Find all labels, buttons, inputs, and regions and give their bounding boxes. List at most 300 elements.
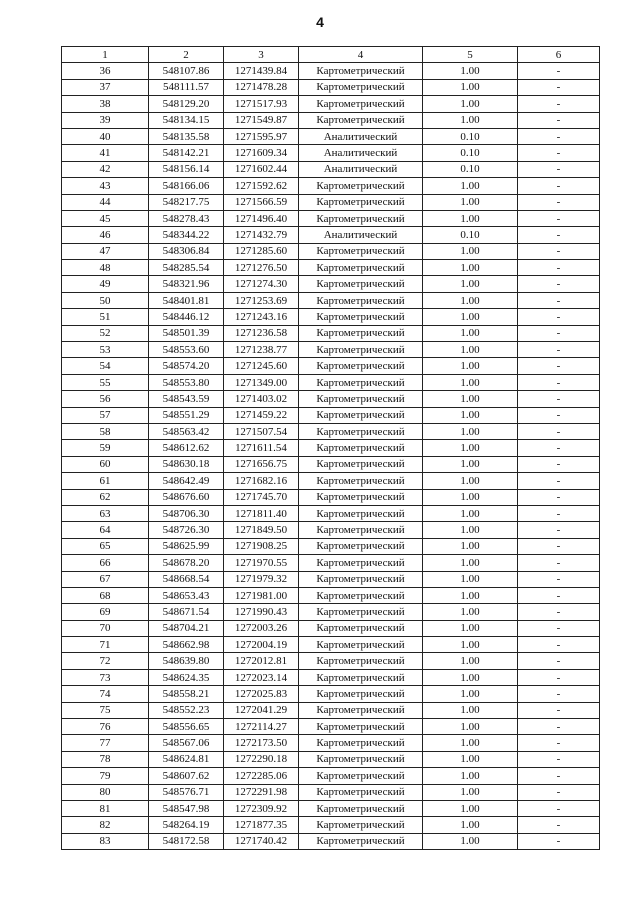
cell-y: 1271877.35: [224, 817, 299, 833]
cell-x: 548624.81: [149, 751, 224, 767]
table-row: [62, 784, 600, 800]
cell-point-number: 42: [62, 161, 149, 177]
cell-description: -: [518, 112, 600, 128]
table-row: [62, 587, 600, 603]
cell-point-number: 68: [62, 587, 149, 603]
cell-y: 1271253.69: [224, 292, 299, 308]
cell-y: 1271507.54: [224, 423, 299, 439]
header-cell-y: 3: [224, 47, 299, 63]
cell-x: 548107.86: [149, 63, 224, 79]
cell-point-number: 40: [62, 128, 149, 144]
cell-y: 1271549.87: [224, 112, 299, 128]
cell-method: Картометрический: [299, 309, 423, 325]
cell-method: Картометрический: [299, 751, 423, 767]
cell-description: -: [518, 669, 600, 685]
cell-description: -: [518, 817, 600, 833]
cell-method: Картометрический: [299, 800, 423, 816]
cell-x: 548671.54: [149, 604, 224, 620]
cell-y: 1271592.62: [224, 178, 299, 194]
cell-method: Картометрический: [299, 374, 423, 390]
cell-y: 1271245.60: [224, 358, 299, 374]
cell-accuracy: 1.00: [423, 194, 518, 210]
cell-y: 1272173.50: [224, 735, 299, 751]
table-row: [62, 63, 600, 79]
cell-description: -: [518, 178, 600, 194]
cell-description: -: [518, 604, 600, 620]
cell-method: Картометрический: [299, 210, 423, 226]
cell-point-number: 78: [62, 751, 149, 767]
cell-description: -: [518, 522, 600, 538]
cell-point-number: 43: [62, 178, 149, 194]
cell-y: 1271656.75: [224, 456, 299, 472]
cell-y: 1271274.30: [224, 276, 299, 292]
cell-y: 1271496.40: [224, 210, 299, 226]
cell-description: -: [518, 292, 600, 308]
table-row: [62, 194, 600, 210]
cell-y: 1271432.79: [224, 227, 299, 243]
table-row: [62, 669, 600, 685]
cell-accuracy: 0.10: [423, 227, 518, 243]
cell-description: -: [518, 79, 600, 95]
cell-point-number: 52: [62, 325, 149, 341]
cell-description: -: [518, 194, 600, 210]
table-row: [62, 719, 600, 735]
cell-accuracy: 0.10: [423, 161, 518, 177]
cell-method: Аналитический: [299, 128, 423, 144]
cell-accuracy: 1.00: [423, 407, 518, 423]
cell-y: 1271602.44: [224, 161, 299, 177]
cell-accuracy: 1.00: [423, 489, 518, 505]
cell-method: Картометрический: [299, 817, 423, 833]
table-row: [62, 342, 600, 358]
cell-x: 548704.21: [149, 620, 224, 636]
table-row: [62, 702, 600, 718]
cell-description: -: [518, 145, 600, 161]
cell-point-number: 69: [62, 604, 149, 620]
cell-y: 1271285.60: [224, 243, 299, 259]
cell-description: -: [518, 96, 600, 112]
cell-description: -: [518, 276, 600, 292]
table-row: [62, 325, 600, 341]
cell-description: -: [518, 653, 600, 669]
cell-x: 548264.19: [149, 817, 224, 833]
cell-point-number: 45: [62, 210, 149, 226]
cell-point-number: 71: [62, 637, 149, 653]
cell-accuracy: 1.00: [423, 210, 518, 226]
table-row: [62, 161, 600, 177]
cell-description: -: [518, 833, 600, 849]
table-row: [62, 571, 600, 587]
cell-point-number: 58: [62, 423, 149, 439]
cell-accuracy: 1.00: [423, 276, 518, 292]
cell-accuracy: 1.00: [423, 456, 518, 472]
cell-accuracy: 1.00: [423, 669, 518, 685]
header-cell-accuracy: 5: [423, 47, 518, 63]
cell-description: -: [518, 719, 600, 735]
cell-y: 1272290.18: [224, 751, 299, 767]
cell-x: 548285.54: [149, 260, 224, 276]
cell-point-number: 72: [62, 653, 149, 669]
cell-accuracy: 1.00: [423, 63, 518, 79]
table-row: [62, 637, 600, 653]
cell-x: 548612.62: [149, 440, 224, 456]
cell-x: 548630.18: [149, 456, 224, 472]
cell-method: Картометрический: [299, 456, 423, 472]
table-row: [62, 374, 600, 390]
cell-description: -: [518, 620, 600, 636]
cell-point-number: 49: [62, 276, 149, 292]
table-row: [62, 112, 600, 128]
cell-accuracy: 1.00: [423, 423, 518, 439]
cell-accuracy: 1.00: [423, 637, 518, 653]
cell-y: 1271243.16: [224, 309, 299, 325]
cell-method: Картометрический: [299, 653, 423, 669]
cell-description: -: [518, 161, 600, 177]
cell-point-number: 56: [62, 391, 149, 407]
cell-y: 1271276.50: [224, 260, 299, 276]
cell-x: 548551.29: [149, 407, 224, 423]
cell-accuracy: 1.00: [423, 358, 518, 374]
cell-y: 1272291.98: [224, 784, 299, 800]
cell-description: -: [518, 456, 600, 472]
cell-method: Картометрический: [299, 538, 423, 554]
cell-method: Картометрический: [299, 276, 423, 292]
cell-accuracy: 1.00: [423, 178, 518, 194]
table-row: [62, 686, 600, 702]
cell-point-number: 36: [62, 63, 149, 79]
cell-description: -: [518, 784, 600, 800]
cell-method: Картометрический: [299, 669, 423, 685]
cell-x: 548306.84: [149, 243, 224, 259]
table-row: [62, 423, 600, 439]
cell-accuracy: 1.00: [423, 79, 518, 95]
cell-x: 548543.59: [149, 391, 224, 407]
cell-point-number: 37: [62, 79, 149, 95]
cell-x: 548574.20: [149, 358, 224, 374]
cell-method: Картометрический: [299, 194, 423, 210]
cell-y: 1272309.92: [224, 800, 299, 816]
table-row: [62, 227, 600, 243]
cell-description: -: [518, 243, 600, 259]
cell-accuracy: 1.00: [423, 96, 518, 112]
cell-description: -: [518, 440, 600, 456]
cell-point-number: 64: [62, 522, 149, 538]
cell-point-number: 83: [62, 833, 149, 849]
cell-point-number: 76: [62, 719, 149, 735]
cell-accuracy: 1.00: [423, 620, 518, 636]
cell-accuracy: 1.00: [423, 751, 518, 767]
cell-method: Аналитический: [299, 145, 423, 161]
cell-method: Картометрический: [299, 440, 423, 456]
cell-accuracy: 1.00: [423, 702, 518, 718]
cell-x: 548639.80: [149, 653, 224, 669]
cell-y: 1271403.02: [224, 391, 299, 407]
cell-point-number: 51: [62, 309, 149, 325]
cell-accuracy: 1.00: [423, 440, 518, 456]
cell-x: 548678.20: [149, 555, 224, 571]
cell-point-number: 80: [62, 784, 149, 800]
header-cell-description: 6: [518, 47, 600, 63]
header-cell-x: 2: [149, 47, 224, 63]
cell-method: Картометрический: [299, 735, 423, 751]
cell-x: 548344.22: [149, 227, 224, 243]
cell-x: 548625.99: [149, 538, 224, 554]
cell-method: Картометрический: [299, 784, 423, 800]
cell-accuracy: 0.10: [423, 145, 518, 161]
cell-point-number: 66: [62, 555, 149, 571]
cell-description: -: [518, 686, 600, 702]
cell-point-number: 54: [62, 358, 149, 374]
cell-point-number: 73: [62, 669, 149, 685]
page-number: 4: [316, 14, 324, 30]
table-row: [62, 79, 600, 95]
cell-description: -: [518, 227, 600, 243]
table-header: [62, 47, 600, 63]
cell-accuracy: 1.00: [423, 522, 518, 538]
cell-method: Картометрический: [299, 489, 423, 505]
table-row: [62, 620, 600, 636]
cell-description: -: [518, 325, 600, 341]
cell-point-number: 79: [62, 768, 149, 784]
cell-x: 548553.60: [149, 342, 224, 358]
table-row: [62, 800, 600, 816]
cell-accuracy: 1.00: [423, 604, 518, 620]
cell-y: 1271970.55: [224, 555, 299, 571]
cell-description: -: [518, 128, 600, 144]
coordinates-table: [61, 46, 600, 850]
cell-accuracy: 1.00: [423, 538, 518, 554]
cell-description: -: [518, 735, 600, 751]
cell-point-number: 48: [62, 260, 149, 276]
table-row: [62, 768, 600, 784]
cell-description: -: [518, 555, 600, 571]
cell-accuracy: 1.00: [423, 571, 518, 587]
cell-y: 1272041.29: [224, 702, 299, 718]
cell-point-number: 77: [62, 735, 149, 751]
cell-accuracy: 1.00: [423, 391, 518, 407]
table-row: [62, 751, 600, 767]
cell-y: 1271238.77: [224, 342, 299, 358]
table-row: [62, 653, 600, 669]
table-row: [62, 292, 600, 308]
cell-accuracy: 1.00: [423, 735, 518, 751]
cell-point-number: 75: [62, 702, 149, 718]
cell-x: 548142.21: [149, 145, 224, 161]
cell-point-number: 55: [62, 374, 149, 390]
cell-accuracy: 1.00: [423, 833, 518, 849]
cell-point-number: 70: [62, 620, 149, 636]
cell-description: -: [518, 342, 600, 358]
cell-accuracy: 1.00: [423, 112, 518, 128]
cell-x: 548278.43: [149, 210, 224, 226]
cell-x: 548563.42: [149, 423, 224, 439]
table-row: [62, 260, 600, 276]
cell-y: 1271745.70: [224, 489, 299, 505]
cell-method: Картометрический: [299, 260, 423, 276]
table-row: [62, 358, 600, 374]
cell-method: Картометрический: [299, 325, 423, 341]
cell-accuracy: 1.00: [423, 374, 518, 390]
cell-description: -: [518, 473, 600, 489]
cell-x: 548726.30: [149, 522, 224, 538]
table-row: [62, 505, 600, 521]
cell-point-number: 59: [62, 440, 149, 456]
cell-method: Картометрический: [299, 79, 423, 95]
cell-point-number: 60: [62, 456, 149, 472]
cell-x: 548446.12: [149, 309, 224, 325]
cell-x: 548553.80: [149, 374, 224, 390]
cell-method: Картометрический: [299, 702, 423, 718]
cell-accuracy: 1.00: [423, 800, 518, 816]
cell-x: 548706.30: [149, 505, 224, 521]
cell-accuracy: 1.00: [423, 768, 518, 784]
cell-accuracy: 1.00: [423, 292, 518, 308]
cell-y: 1271349.00: [224, 374, 299, 390]
cell-x: 548567.06: [149, 735, 224, 751]
cell-method: Аналитический: [299, 227, 423, 243]
cell-description: -: [518, 374, 600, 390]
cell-point-number: 53: [62, 342, 149, 358]
table-row: [62, 96, 600, 112]
cell-description: -: [518, 63, 600, 79]
cell-y: 1272023.14: [224, 669, 299, 685]
cell-x: 548217.75: [149, 194, 224, 210]
cell-point-number: 63: [62, 505, 149, 521]
cell-point-number: 74: [62, 686, 149, 702]
cell-method: Аналитический: [299, 161, 423, 177]
table-row: [62, 309, 600, 325]
cell-method: Картометрический: [299, 833, 423, 849]
cell-method: Картометрический: [299, 112, 423, 128]
table-row: [62, 473, 600, 489]
cell-description: -: [518, 571, 600, 587]
cell-accuracy: 1.00: [423, 784, 518, 800]
table-row: [62, 456, 600, 472]
cell-x: 548129.20: [149, 96, 224, 112]
table-row: [62, 833, 600, 849]
table-row: [62, 210, 600, 226]
cell-x: 548558.21: [149, 686, 224, 702]
table-row: [62, 276, 600, 292]
cell-x: 548668.54: [149, 571, 224, 587]
cell-y: 1272003.26: [224, 620, 299, 636]
cell-method: Картометрический: [299, 292, 423, 308]
table-row: [62, 407, 600, 423]
cell-description: -: [518, 407, 600, 423]
cell-x: 548134.15: [149, 112, 224, 128]
cell-point-number: 46: [62, 227, 149, 243]
cell-method: Картометрический: [299, 178, 423, 194]
cell-y: 1271979.32: [224, 571, 299, 587]
cell-y: 1272285.06: [224, 768, 299, 784]
cell-point-number: 38: [62, 96, 149, 112]
cell-method: Картометрический: [299, 243, 423, 259]
cell-method: Картометрический: [299, 522, 423, 538]
cell-method: Картометрический: [299, 358, 423, 374]
cell-x: 548321.96: [149, 276, 224, 292]
cell-description: -: [518, 702, 600, 718]
cell-method: Картометрический: [299, 555, 423, 571]
cell-method: Картометрический: [299, 587, 423, 603]
table-row: [62, 538, 600, 554]
cell-point-number: 39: [62, 112, 149, 128]
cell-accuracy: 0.10: [423, 128, 518, 144]
cell-x: 548547.98: [149, 800, 224, 816]
table-row: [62, 817, 600, 833]
table-row: [62, 489, 600, 505]
cell-method: Картометрический: [299, 96, 423, 112]
cell-y: 1272025.83: [224, 686, 299, 702]
cell-x: 548172.58: [149, 833, 224, 849]
cell-point-number: 82: [62, 817, 149, 833]
cell-point-number: 81: [62, 800, 149, 816]
cell-method: Картометрический: [299, 768, 423, 784]
header-cell-point-number: 1: [62, 47, 149, 63]
cell-y: 1272114.27: [224, 719, 299, 735]
cell-accuracy: 1.00: [423, 260, 518, 276]
cell-method: Картометрический: [299, 407, 423, 423]
cell-accuracy: 1.00: [423, 555, 518, 571]
cell-method: Картометрический: [299, 604, 423, 620]
cell-x: 548556.65: [149, 719, 224, 735]
cell-method: Картометрический: [299, 637, 423, 653]
cell-x: 548624.35: [149, 669, 224, 685]
table-row: [62, 391, 600, 407]
cell-point-number: 61: [62, 473, 149, 489]
cell-x: 548642.49: [149, 473, 224, 489]
cell-y: 1271981.00: [224, 587, 299, 603]
cell-point-number: 62: [62, 489, 149, 505]
cell-y: 1271566.59: [224, 194, 299, 210]
cell-point-number: 57: [62, 407, 149, 423]
cell-y: 1271595.97: [224, 128, 299, 144]
cell-accuracy: 1.00: [423, 505, 518, 521]
cell-method: Картометрический: [299, 719, 423, 735]
cell-x: 548607.62: [149, 768, 224, 784]
cell-y: 1271811.40: [224, 505, 299, 521]
header-cell-method: 4: [299, 47, 423, 63]
cell-accuracy: 1.00: [423, 243, 518, 259]
cell-x: 548401.81: [149, 292, 224, 308]
table-row: [62, 243, 600, 259]
cell-accuracy: 1.00: [423, 309, 518, 325]
table-row: [62, 440, 600, 456]
cell-x: 548653.43: [149, 587, 224, 603]
cell-y: 1271611.54: [224, 440, 299, 456]
cell-y: 1271236.58: [224, 325, 299, 341]
cell-x: 548111.57: [149, 79, 224, 95]
cell-description: -: [518, 210, 600, 226]
cell-y: 1271908.25: [224, 538, 299, 554]
cell-accuracy: 1.00: [423, 473, 518, 489]
cell-method: Картометрический: [299, 63, 423, 79]
table-row: [62, 145, 600, 161]
table-row: [62, 604, 600, 620]
cell-y: 1272012.81: [224, 653, 299, 669]
cell-description: -: [518, 309, 600, 325]
cell-description: -: [518, 260, 600, 276]
cell-y: 1271517.93: [224, 96, 299, 112]
header-row: [62, 47, 600, 63]
cell-description: -: [518, 489, 600, 505]
cell-x: 548156.14: [149, 161, 224, 177]
cell-accuracy: 1.00: [423, 342, 518, 358]
table-row: [62, 735, 600, 751]
table-body: [62, 63, 600, 850]
cell-y: 1271990.43: [224, 604, 299, 620]
cell-x: 548552.23: [149, 702, 224, 718]
cell-description: -: [518, 423, 600, 439]
